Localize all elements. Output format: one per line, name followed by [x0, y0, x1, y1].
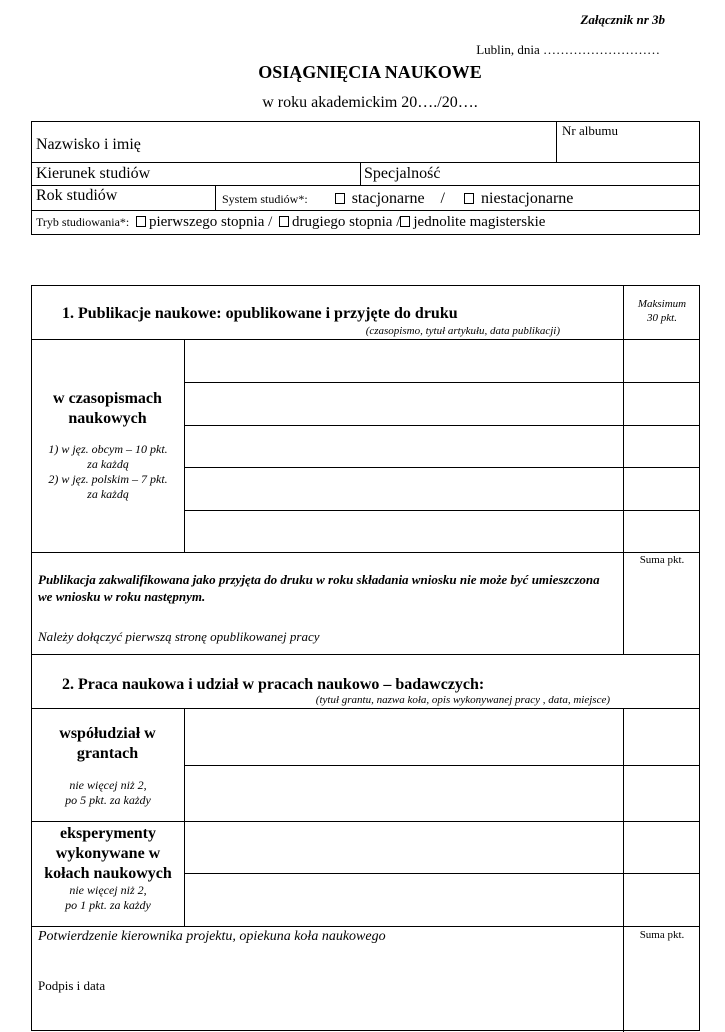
study-system-row: [222, 190, 573, 208]
page-subtitle: w roku akademickim 20…./20….: [262, 94, 478, 111]
checkbox-uniform-master[interactable]: [400, 216, 410, 227]
publication-entry-row[interactable]: [184, 425, 700, 426]
publication-entry-row[interactable]: [184, 382, 700, 383]
rule-foreign-language: 1) w jęz. obcym – 10 pkt.: [48, 442, 168, 456]
page-title: OSIĄGNIĘCIA NAUKOWE: [258, 62, 482, 82]
study-mode-label: Tryb studiowania*:: [36, 215, 130, 229]
name-field-label: Nazwisko i imię: [36, 136, 141, 153]
checkbox-second-cycle[interactable]: [279, 216, 289, 227]
signature-date-label: Podpis i data: [38, 978, 106, 993]
checkbox-niestacjonarne[interactable]: [464, 193, 474, 204]
attachment-label: Załącznik nr 3b: [580, 12, 665, 27]
place-date-field: Lublin, dnia ………………………: [476, 42, 660, 57]
section2-title: 2. Praca naukowa i udział w pracach naukowo – badawczych:: [62, 676, 485, 693]
category-circles-title: eksperymenty wykonywane w kołach naukowych: [44, 825, 172, 882]
section2-hint: (tytuł grantu, nazwa koła, opis wykonywanej pracy , data, miejsce): [315, 694, 610, 706]
option-niestacjonarne: niestacjonarne: [481, 190, 574, 207]
publication-entry-row[interactable]: [184, 467, 700, 468]
specialty-label: Specjalność: [364, 165, 441, 182]
section1-hint: (czasopismo, tytuł artykułu, data publikacji): [365, 325, 560, 337]
rule-polish-language-each: za każdą: [87, 487, 129, 501]
grants-rule-limit: nie więcej niż 2,: [69, 778, 147, 792]
rule-polish-language: 2) w jęz. polskim – 7 pkt.: [48, 472, 168, 486]
year-of-study-label: Rok studiów: [36, 187, 118, 204]
circle-entry-row[interactable]: [184, 873, 700, 874]
max-points-value: 30 pkt.: [647, 312, 677, 324]
checkbox-first-cycle[interactable]: [136, 216, 146, 227]
grants-rule-points: po 5 pkt. za każdy: [65, 793, 151, 807]
option-second-cycle: drugiego stopnia /: [292, 214, 401, 230]
attach-first-page-note: Należy dołączyć pierwszą stronę opublikowanej pracy: [38, 629, 320, 644]
grant-entry-row[interactable]: [184, 765, 700, 766]
circles-rule-points: po 1 pkt. za każdy: [65, 898, 151, 912]
section1-title: 1. Publikacje naukowe: opublikowane i przyjęte do druku: [62, 305, 458, 322]
max-points-label: Maksimum: [637, 298, 687, 310]
section1-sum-label: Suma pkt.: [639, 554, 685, 566]
checkbox-stacjonarne[interactable]: [335, 193, 345, 204]
rule-foreign-language-each: za każdą: [87, 457, 129, 471]
circles-rule-limit: nie więcej niż 2,: [69, 883, 147, 897]
publication-note: Publikacja zakwalifikowana jako przyjęta do druku w roku składania wniosku nie może być umieszczona we wniosku w roku następnym.: [38, 572, 600, 604]
study-mode-row: [36, 214, 545, 231]
section2-sum-label: Suma pkt.: [639, 929, 685, 941]
supervisor-confirmation: Potwierdzenie kierownika projektu, opiekuna koła naukowego: [38, 929, 386, 944]
option-first-cycle: pierwszego stopnia /: [148, 214, 273, 230]
option-uniform-master: jednolite magisterskie: [413, 214, 546, 230]
category-grants-title: współudział w grantach: [59, 725, 156, 762]
field-of-study-label: Kierunek studiów: [36, 165, 151, 182]
album-number-label: Nr albumu: [562, 123, 618, 138]
option-stacjonarne: stacjonarne: [351, 190, 425, 207]
separator: /: [440, 190, 445, 207]
study-system-label: System studiów*:: [222, 192, 308, 206]
category-journals-title: w czasopismach naukowych: [53, 390, 162, 427]
publication-entry-row[interactable]: [184, 510, 700, 511]
points-column-divider: [623, 285, 624, 655]
